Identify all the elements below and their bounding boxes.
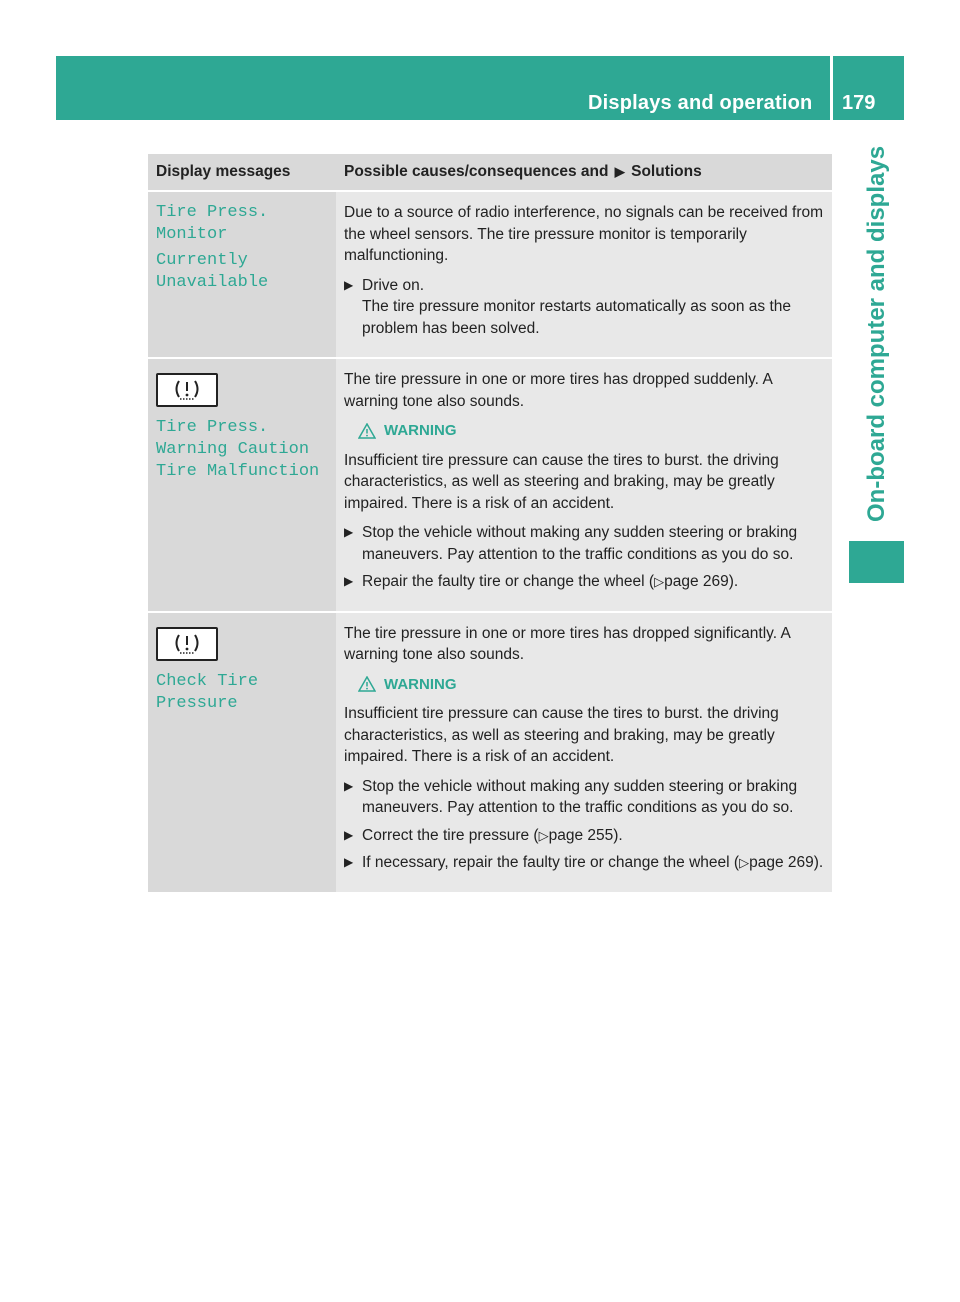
- page-reference-link[interactable]: page 255: [548, 826, 614, 844]
- step-text-end: ).: [613, 826, 623, 844]
- column-header-solutions: [336, 154, 832, 191]
- column-header-solutions-label: Solutions: [631, 163, 702, 181]
- step-arrow-icon: ▶: [344, 277, 354, 292]
- warning-label: WARNING: [384, 675, 457, 693]
- section-title: Displays and operation: [588, 92, 813, 114]
- step-arrow-icon: ▶: [344, 827, 354, 842]
- display-message-line: Currently: [156, 251, 248, 270]
- step-arrow-icon: ▶: [344, 778, 354, 793]
- header-divider: [830, 56, 833, 120]
- solution-step: [344, 776, 824, 819]
- step-text: Stop the vehicle without making any sudden steering or braking maneuvers. Pay attention to the traffic conditions as you do so.: [362, 777, 798, 816]
- solution-arrow-icon: ▶: [614, 164, 625, 180]
- step-text: If necessary, repair the faulty tire or change the wheel (: [362, 854, 740, 871]
- step-text: Stop the vehicle without making any sudden steering or braking maneuvers. Pay attention to the traffic conditions as you do so.: [362, 524, 798, 563]
- warning-triangle-icon: [358, 423, 376, 439]
- chapter-tab-marker: [849, 541, 904, 583]
- page-reference-link[interactable]: page 269: [664, 573, 729, 590]
- warning-heading: [358, 674, 824, 696]
- warning-label: WARNING: [384, 422, 457, 439]
- page-number: 179: [842, 92, 876, 114]
- step-text: The tire pressure monitor restarts automatically as soon as the problem has been solved.: [362, 298, 792, 337]
- display-message-cell: [148, 191, 336, 358]
- step-text: Correct the tire pressure (: [362, 826, 539, 844]
- solution-step: [344, 825, 824, 847]
- table-row: [148, 612, 832, 893]
- page-ref-arrow-icon: ▷: [739, 855, 750, 870]
- display-message-line: Warning Caution: [156, 440, 310, 459]
- solution-step: [344, 571, 824, 593]
- step-arrow-icon: ▶: [344, 525, 354, 539]
- display-message-line: Tire Malfunction: [156, 462, 320, 481]
- cause-text: Due to a source of radio interference, no signals can be received from the wheel sensors. The tire pressure monitor is temporarily malfunctioning.: [344, 204, 824, 264]
- chapter-tab-label: On-board computer and displays: [863, 145, 890, 522]
- cause-text: The tire pressure in one or more tires has dropped suddenly. A warning tone also sounds.: [344, 371, 772, 410]
- table-row: [148, 358, 832, 612]
- page-ref-arrow-icon: ▷: [538, 827, 549, 843]
- display-message-cell: [148, 358, 336, 612]
- table-header-row: [148, 154, 832, 191]
- step-title: Drive on.: [362, 276, 425, 294]
- tire-pressure-warning-icon: [156, 627, 218, 661]
- step-arrow-icon: ▶: [344, 574, 354, 588]
- solutions-cell: [336, 612, 832, 893]
- warning-text: Insufficient tire pressure can cause the tires to burst. the driving characteristics, as well as steering and braking, may be greatly impaired. There is a risk of an accident.: [344, 451, 779, 512]
- solution-step: [344, 852, 824, 874]
- page-ref-arrow-icon: ▷: [654, 574, 665, 589]
- display-messages-table: [148, 154, 832, 894]
- step-text-end: ).: [813, 854, 824, 871]
- warning-text: Insufficient tire pressure can cause the tires to burst. the driving characteristics, as well as steering and braking, may be greatly impaired. There is a risk of an accident.: [344, 705, 779, 765]
- page-reference-link[interactable]: page 269: [749, 854, 814, 871]
- solution-step: [344, 522, 824, 565]
- display-message-line: Check Tire Pressure: [156, 671, 259, 713]
- warning-heading: [358, 420, 824, 442]
- warning-triangle-icon: [358, 676, 376, 692]
- column-header-messages: Display messages: [148, 154, 336, 191]
- step-arrow-icon: ▶: [344, 855, 354, 869]
- tire-pressure-warning-icon: [156, 373, 218, 407]
- solution-step: [344, 275, 824, 340]
- cause-text: The tire pressure in one or more tires has dropped significantly. A warning tone also sounds.: [344, 624, 790, 663]
- display-message-line: Unavailable: [156, 273, 269, 292]
- table-row: [148, 191, 832, 358]
- solutions-cell: [336, 191, 832, 358]
- display-message-cell: [148, 612, 336, 893]
- step-text-end: ).: [728, 573, 739, 590]
- step-text: Repair the faulty tire or change the wheel (: [362, 573, 655, 590]
- display-message-line: Tire Press.: [156, 418, 269, 437]
- column-header-label: Possible causes/consequences and: [344, 163, 609, 181]
- solutions-cell: [336, 358, 832, 612]
- display-message-line: Tire Press. Monitor: [156, 203, 269, 244]
